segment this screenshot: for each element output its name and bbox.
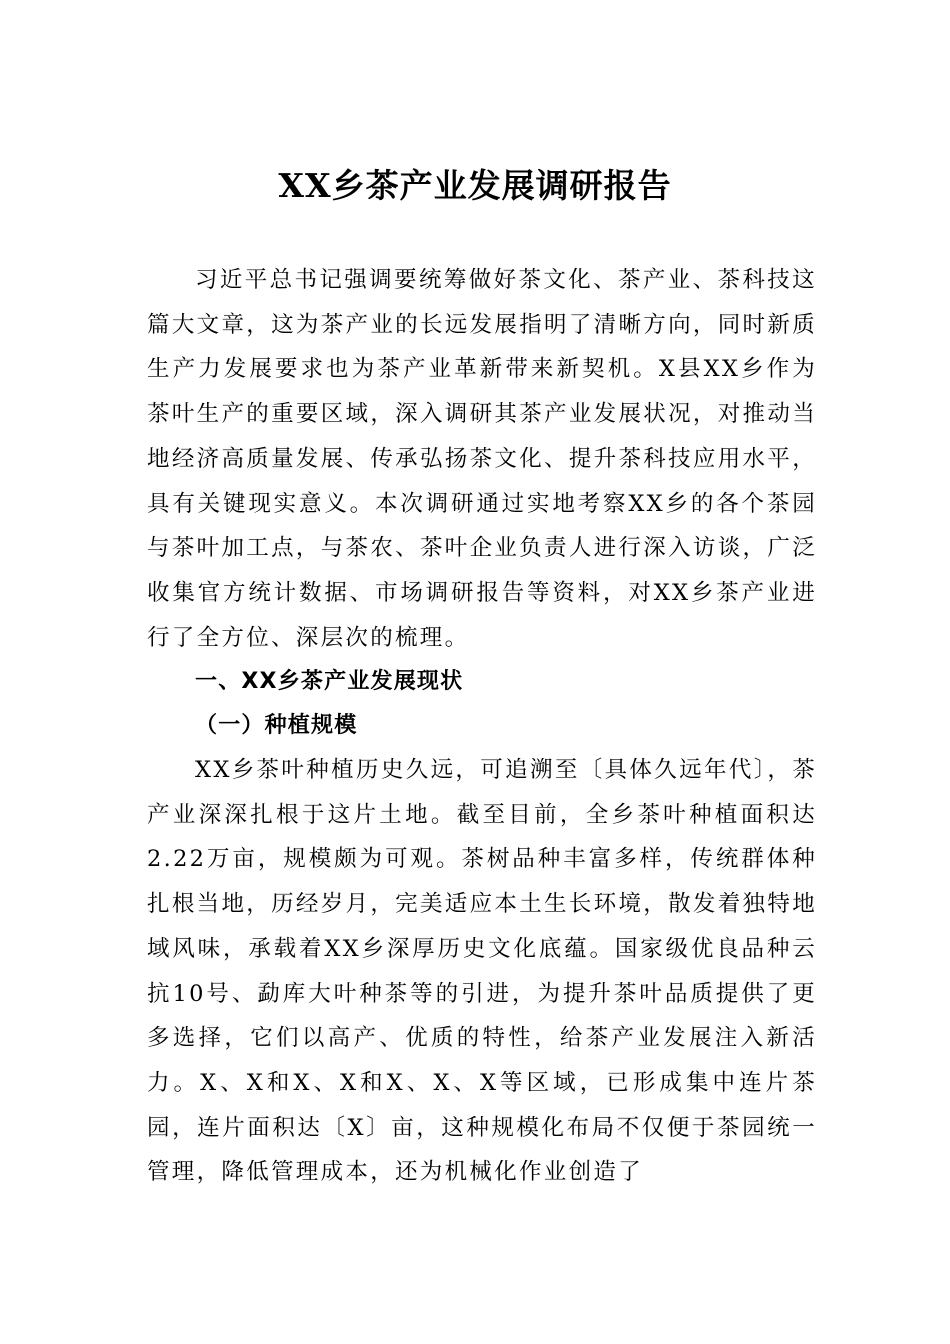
intro-paragraph: 习近平总书记强调要统筹做好茶文化、茶产业、茶科技这篇大文章，这为茶产业的长远发展指明了清晰方向，同时新质生产力发展要求也为茶产业革新带来新契机。X县XX乡作为茶叶生产的重要区域，深入调研其茶产业发展状况，对推动当地经济高质量发展、传承弘扬茶文化、提升茶科技应用水平，具有关键现实意义。本次调研通过实地考察XX乡的各个茶园与茶叶加工点，与茶农、茶叶企业负责人进行深入访谈，广泛收集官方统计数据、市场调研报告等资料，对XX乡茶产业进行了全方位、深层次的梳理。 (147, 267, 817, 651)
subsection-heading-planting: （一）种植规模 (195, 713, 358, 738)
section-heading-1: 一、XX乡茶产业发展现状 (195, 669, 464, 694)
planting-paragraph: XX乡茶叶种植历史久远，可追溯至〔具体久远年代〕，茶产业深深扎根于这片土地。截至目前，全乡茶叶种植面积达2.22万亩，规模颇为可观。茶树品种丰富多样，传统群体种扎根当地，历经岁月，完美适应本土生长环境，散发着独特地域风味，承载着XX乡深厚历史文化底蕴。国家级优良品种云抗10号、勐库大叶种茶等的引进，为提升茶叶品质提供了更多选择，它们以高产、优质的特性，给茶产业发展注入新活力。X、X和X、X和X、X、X等区域，已形成集中连片茶园，连片面积达〔X〕亩，这种规模化布局不仅便于茶园统一管理，降低管理成本，还为机械化作业创造了 (147, 757, 817, 1186)
document-title: XX乡茶产业发展调研报告 (278, 166, 672, 205)
